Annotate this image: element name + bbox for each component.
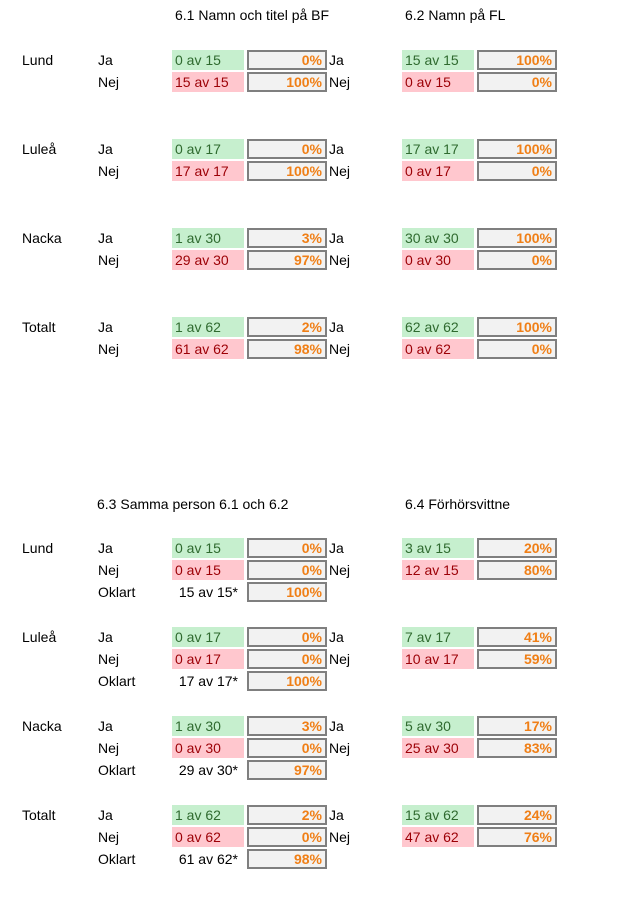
row-label: Ja bbox=[98, 807, 113, 823]
row-label: Nej bbox=[329, 651, 351, 667]
percent-cell[interactable]: 0% bbox=[247, 50, 327, 70]
percent-cell[interactable]: 100% bbox=[247, 72, 327, 92]
row-label: Ja bbox=[329, 319, 344, 335]
count-cell[interactable]: 17 av 17 bbox=[402, 139, 474, 159]
percent-cell[interactable]: 0% bbox=[247, 627, 327, 647]
percent-cell[interactable]: 0% bbox=[477, 339, 557, 359]
percent-cell[interactable]: 0% bbox=[477, 161, 557, 181]
header-6-2: 6.2 Namn på FL bbox=[405, 7, 506, 23]
row-label: Oklart bbox=[98, 673, 136, 689]
place-label: Totalt bbox=[22, 807, 56, 823]
row-label: Nej bbox=[98, 651, 120, 667]
count-cell[interactable]: 15 av 62 bbox=[402, 805, 474, 825]
row-label: Nej bbox=[98, 341, 120, 357]
count-cell[interactable]: 17 av 17 bbox=[172, 161, 244, 181]
place-label: Nacka bbox=[22, 230, 62, 246]
percent-cell[interactable]: 100% bbox=[477, 139, 557, 159]
percent-cell[interactable]: 0% bbox=[477, 250, 557, 270]
percent-cell[interactable]: 17% bbox=[477, 716, 557, 736]
percent-cell[interactable]: 98% bbox=[247, 849, 327, 869]
count-cell[interactable]: 0 av 15 bbox=[402, 72, 474, 92]
count-cell[interactable]: 0 av 15 bbox=[172, 50, 244, 70]
count-cell[interactable]: 0 av 30 bbox=[402, 250, 474, 270]
row-label: Nej bbox=[329, 829, 351, 845]
row-label: Oklart bbox=[98, 584, 136, 600]
percent-cell[interactable]: 97% bbox=[247, 250, 327, 270]
count-cell[interactable]: 15 av 15* bbox=[178, 584, 238, 600]
row-label: Nej bbox=[329, 341, 351, 357]
row-label: Ja bbox=[329, 230, 344, 246]
percent-cell[interactable]: 80% bbox=[477, 560, 557, 580]
place-label: Nacka bbox=[22, 718, 62, 734]
row-label: Nej bbox=[98, 74, 120, 90]
row-label: Ja bbox=[98, 230, 113, 246]
percent-cell[interactable]: 24% bbox=[477, 805, 557, 825]
percent-cell[interactable]: 0% bbox=[247, 538, 327, 558]
count-cell[interactable]: 7 av 17 bbox=[402, 627, 474, 647]
percent-cell[interactable]: 41% bbox=[477, 627, 557, 647]
row-label: Nej bbox=[98, 163, 120, 179]
row-label: Nej bbox=[98, 829, 120, 845]
place-label: Totalt bbox=[22, 319, 56, 335]
count-cell[interactable]: 12 av 15 bbox=[402, 560, 474, 580]
percent-cell[interactable]: 3% bbox=[247, 716, 327, 736]
percent-cell[interactable]: 97% bbox=[247, 760, 327, 780]
count-cell[interactable]: 47 av 62 bbox=[402, 827, 474, 847]
place-label: Lund bbox=[22, 52, 54, 68]
row-label: Ja bbox=[98, 141, 113, 157]
count-cell[interactable]: 0 av 15 bbox=[172, 538, 244, 558]
row-label: Ja bbox=[98, 718, 113, 734]
row-label: Nej bbox=[98, 252, 120, 268]
row-label: Ja bbox=[329, 629, 344, 645]
row-label: Nej bbox=[329, 740, 351, 756]
percent-cell[interactable]: 98% bbox=[247, 339, 327, 359]
percent-cell[interactable]: 76% bbox=[477, 827, 557, 847]
row-label: Nej bbox=[329, 562, 351, 578]
percent-cell[interactable]: 100% bbox=[477, 317, 557, 337]
percent-cell[interactable]: 59% bbox=[477, 649, 557, 669]
count-cell[interactable]: 1 av 30 bbox=[172, 228, 244, 248]
count-cell[interactable]: 61 av 62* bbox=[178, 851, 238, 867]
percent-cell[interactable]: 100% bbox=[247, 582, 327, 602]
count-cell[interactable]: 5 av 30 bbox=[402, 716, 474, 736]
percent-cell[interactable]: 100% bbox=[477, 228, 557, 248]
header-6-3: 6.3 Samma person 6.1 och 6.2 bbox=[97, 496, 289, 512]
count-cell[interactable]: 61 av 62 bbox=[172, 339, 244, 359]
count-cell[interactable]: 0 av 17 bbox=[172, 649, 244, 669]
row-label: Ja bbox=[98, 629, 113, 645]
count-cell[interactable]: 15 av 15 bbox=[402, 50, 474, 70]
count-cell[interactable]: 0 av 15 bbox=[172, 560, 244, 580]
row-label: Ja bbox=[98, 52, 113, 68]
count-cell[interactable]: 15 av 15 bbox=[172, 72, 244, 92]
percent-cell[interactable]: 0% bbox=[247, 827, 327, 847]
count-cell[interactable]: 0 av 62 bbox=[402, 339, 474, 359]
count-cell[interactable]: 25 av 30 bbox=[402, 738, 474, 758]
row-label: Ja bbox=[98, 540, 113, 556]
count-cell[interactable]: 1 av 62 bbox=[172, 317, 244, 337]
count-cell[interactable]: 0 av 62 bbox=[172, 827, 244, 847]
percent-cell[interactable]: 83% bbox=[477, 738, 557, 758]
percent-cell[interactable]: 0% bbox=[247, 738, 327, 758]
count-cell[interactable]: 0 av 17 bbox=[172, 627, 244, 647]
row-label: Ja bbox=[329, 52, 344, 68]
count-cell[interactable]: 1 av 30 bbox=[172, 716, 244, 736]
count-cell[interactable]: 0 av 17 bbox=[172, 139, 244, 159]
place-label: Luleå bbox=[22, 141, 57, 157]
percent-cell[interactable]: 2% bbox=[247, 805, 327, 825]
percent-cell[interactable]: 100% bbox=[477, 50, 557, 70]
row-label: Nej bbox=[329, 252, 351, 268]
percent-cell[interactable]: 2% bbox=[247, 317, 327, 337]
count-cell[interactable]: 62 av 62 bbox=[402, 317, 474, 337]
row-label: Ja bbox=[329, 540, 344, 556]
percent-cell[interactable]: 100% bbox=[247, 161, 327, 181]
row-label: Ja bbox=[329, 141, 344, 157]
count-cell[interactable]: 3 av 15 bbox=[402, 538, 474, 558]
percent-cell[interactable]: 0% bbox=[477, 72, 557, 92]
place-label: Lund bbox=[22, 540, 54, 556]
percent-cell[interactable]: 100% bbox=[247, 671, 327, 691]
row-label: Nej bbox=[329, 163, 351, 179]
percent-cell[interactable]: 0% bbox=[247, 649, 327, 669]
row-label: Nej bbox=[98, 740, 120, 756]
row-label: Oklart bbox=[98, 851, 136, 867]
count-cell[interactable]: 30 av 30 bbox=[402, 228, 474, 248]
percent-cell[interactable]: 0% bbox=[247, 139, 327, 159]
row-label: Nej bbox=[98, 562, 120, 578]
row-label: Ja bbox=[329, 807, 344, 823]
place-label: Luleå bbox=[22, 629, 57, 645]
header-6-4: 6.4 Förhörsvittne bbox=[405, 496, 511, 512]
count-cell[interactable]: 17 av 17* bbox=[178, 673, 238, 689]
count-cell[interactable]: 1 av 62 bbox=[172, 805, 244, 825]
count-cell[interactable]: 0 av 30 bbox=[172, 738, 244, 758]
count-cell[interactable]: 29 av 30 bbox=[172, 250, 244, 270]
percent-cell[interactable]: 20% bbox=[477, 538, 557, 558]
count-cell[interactable]: 29 av 30* bbox=[178, 762, 238, 778]
row-label: Oklart bbox=[98, 762, 136, 778]
row-label: Nej bbox=[329, 74, 351, 90]
row-label: Ja bbox=[329, 718, 344, 734]
percent-cell[interactable]: 0% bbox=[247, 560, 327, 580]
count-cell[interactable]: 0 av 17 bbox=[402, 161, 474, 181]
count-cell[interactable]: 10 av 17 bbox=[402, 649, 474, 669]
header-6-1: 6.1 Namn och titel på BF bbox=[175, 7, 330, 23]
row-label: Ja bbox=[98, 319, 113, 335]
percent-cell[interactable]: 3% bbox=[247, 228, 327, 248]
